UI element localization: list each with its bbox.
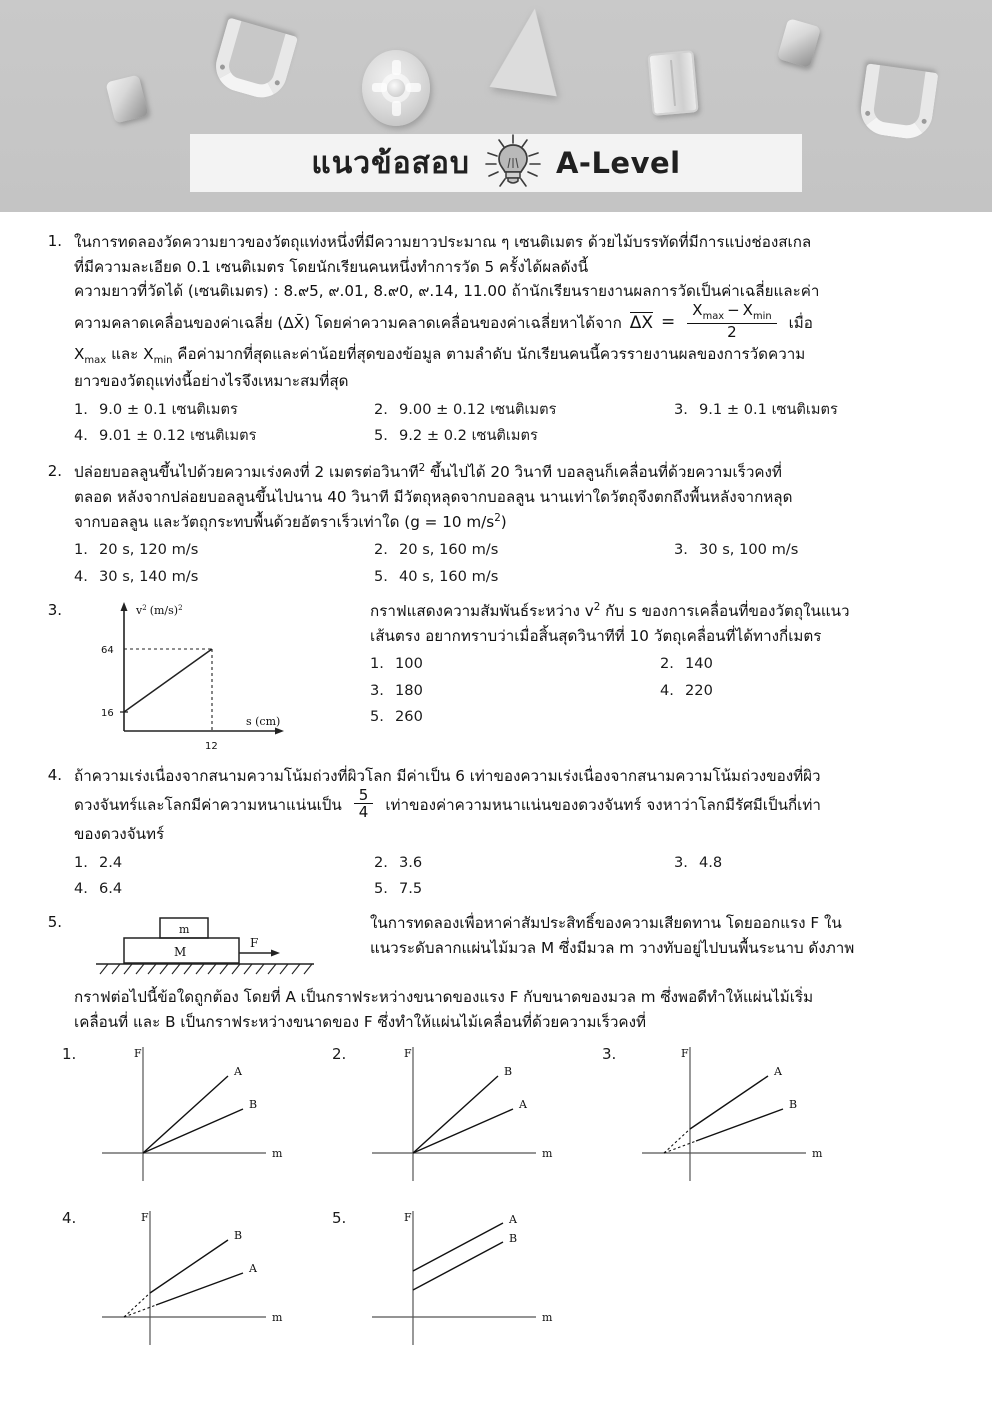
banner-title-plate <box>190 134 802 192</box>
graph-option-3[interactable] <box>602 1041 872 1191</box>
q3-line1-sup: 2 <box>593 601 601 614</box>
svg-text:A: A <box>234 1064 242 1078</box>
option-3-5-label: 260 <box>395 708 423 726</box>
option-4-2-number: 2. <box>374 853 388 871</box>
svg-text:F: F <box>404 1046 412 1060</box>
option-2-3[interactable] <box>674 538 914 561</box>
question-5-text-column <box>370 911 966 960</box>
question-1-options <box>74 398 966 448</box>
svg-text:F: F <box>681 1046 689 1060</box>
question-1-number: 1. <box>47 232 62 250</box>
question-2-options-row-2 <box>74 565 966 588</box>
option-3-2-label: 140 <box>685 655 713 673</box>
svg-text:12: 12 <box>205 741 218 753</box>
graph-option-1-chart <box>88 1041 323 1191</box>
question-5-line-3: กราฟต่อไปนี้ข้อใดถูกต้อง โดยที่ A เป็นกราฟระหว่างขนาดของแรง F กับขนาดของมวล m ซึ่งพอดีทำให้แผ่นไม้เริ่ม <box>74 988 814 1007</box>
question-4-options-row-1 <box>74 851 966 874</box>
question-2-options <box>74 538 966 588</box>
option-2-1[interactable] <box>74 538 374 561</box>
option-3-5[interactable] <box>370 705 660 728</box>
option-2-3-label: 30 s, 100 m/s <box>699 541 799 559</box>
battery-icon <box>647 50 698 116</box>
svg-text:F: F <box>404 1210 412 1224</box>
formula-fraction <box>687 302 776 340</box>
cube-icon <box>777 18 821 68</box>
question-4-options-row-2 <box>74 877 966 900</box>
option-1-1[interactable] <box>74 398 374 421</box>
q2-line1-a: ปล่อยบอลลูนขึ้นไปด้วยความเร่งคงที่ 2 เมตรต่อวินาที <box>74 463 419 482</box>
option-1-3-label: 9.1 ± 0.1 เซนติเมตร <box>699 400 838 418</box>
svg-text:B: B <box>249 1097 258 1111</box>
option-1-1-label: 9.0 ± 0.1 เซนติเมตร <box>99 400 238 418</box>
option-2-5[interactable] <box>374 565 674 588</box>
question-3-options-row-3 <box>370 705 966 728</box>
q4-fraction-numerator: 5 <box>354 787 374 804</box>
svg-text:m: m <box>542 1310 553 1324</box>
question-2 <box>26 460 966 591</box>
option-1-4-number: 4. <box>74 427 88 444</box>
q4-line2-b: เท่าของค่าความหนาแน่นของดวงจันทร์ จงหาว่าโลกมีรัศมีเป็นกี่เท่า <box>385 796 821 815</box>
option-2-2[interactable] <box>374 538 674 561</box>
svg-text:B: B <box>789 1097 798 1111</box>
option-1-4[interactable] <box>74 424 374 447</box>
question-1-line-4-text-a: ความคลาดเคลื่อนของค่าเฉลี่ย (ΔX̄) โดยค่าความคลาดเคลื่อนของค่าเฉลี่ยหาได้จาก <box>74 313 622 332</box>
option-4-3-label: 4.8 <box>699 853 723 871</box>
hatched-ground-icon <box>100 964 312 974</box>
question-3-options-row-2 <box>370 679 966 702</box>
question-5-number: 5. <box>47 913 62 932</box>
block-on-plane-diagram <box>74 911 364 981</box>
option-4-1-number: 1. <box>74 853 88 871</box>
option-3-1-number: 1. <box>370 655 384 673</box>
option-1-2[interactable] <box>374 398 674 421</box>
graph-option-1[interactable] <box>62 1041 332 1191</box>
graph-option-4[interactable] <box>62 1205 332 1355</box>
graph-option-3-chart <box>628 1041 863 1191</box>
svg-text:64: 64 <box>101 645 114 657</box>
svg-text:F: F <box>134 1046 142 1060</box>
option-3-4-number: 4. <box>660 681 674 699</box>
question-4-line-2 <box>74 785 966 822</box>
v2-vs-s-chart <box>74 599 364 759</box>
formula-denominator: 2 <box>727 322 737 341</box>
q3-line1-a: กราฟแสดงความสัมพันธ์ระหว่าง v <box>370 602 594 621</box>
q1-xmin-sub: min <box>153 354 173 366</box>
formula-xmin: X <box>742 300 753 319</box>
option-2-5-label: 40 s, 160 m/s <box>399 567 499 585</box>
option-4-4[interactable] <box>74 877 374 900</box>
force-F-label: F <box>250 936 259 951</box>
q1-xmax-sub: max <box>84 354 107 366</box>
svg-text:B: B <box>234 1228 243 1242</box>
option-1-1-number: 1. <box>74 400 88 418</box>
option-3-3-number: 3. <box>370 681 384 699</box>
graph-option-5-number: 5. <box>332 1208 347 1227</box>
q2-line1-b: ขึ้นไปได้ 20 วินาที บอลลูนก็เคลื่อนที่ด้วยความเร็วคงที่ <box>430 463 782 482</box>
graph-options-row-2 <box>62 1205 966 1355</box>
option-4-1[interactable] <box>74 851 374 874</box>
formula-numerator <box>687 302 776 324</box>
svg-text:m: m <box>272 1310 283 1324</box>
q4-fraction-five-fourths <box>354 787 374 820</box>
q3-line1-b: กับ s ของการเคลื่อนที่ของวัตถุในแนว <box>605 602 850 621</box>
svg-text:m: m <box>812 1146 823 1160</box>
option-2-3-number: 3. <box>674 541 688 559</box>
question-3-number: 3. <box>47 601 62 620</box>
question-1-line-4-text-b: เมื่อ <box>788 313 813 332</box>
option-1-5[interactable] <box>374 424 674 447</box>
question-5-line-2: แนวระดับลากแผ่นไม้มวล M ซึ่งมีมวล m วางทับอยู่ไปบนพื้นระนาบ ดังภาพ <box>370 938 855 957</box>
option-4-5[interactable] <box>374 877 674 900</box>
option-1-3[interactable] <box>674 398 914 421</box>
q1-and-xmin: และ X <box>111 344 154 363</box>
graph-option-5[interactable] <box>332 1205 602 1355</box>
graph-option-1-number: 1. <box>62 1044 77 1063</box>
svg-text:16: 16 <box>101 708 114 720</box>
option-4-4-number: 4. <box>74 880 88 897</box>
question-5-diagram <box>74 911 364 981</box>
graph-option-3-number: 3. <box>602 1044 617 1063</box>
q1-line5-rest: คือค่ามากที่สุดและค่าน้อยที่สุดของข้อมูล ตามลำดับ นักเรียนคนนี้ควรรายงานผลของการวัดความ <box>177 344 806 363</box>
formula-minus: − <box>727 300 740 319</box>
question-3-graph <box>74 599 364 759</box>
option-3-2-number: 2. <box>660 655 674 673</box>
option-4-1-label: 2.4 <box>99 853 123 871</box>
svg-text:m: m <box>272 1146 283 1160</box>
svg-text:m: m <box>542 1146 553 1160</box>
question-3 <box>26 599 966 759</box>
option-1-2-number: 2. <box>374 400 388 418</box>
graph-option-4-chart <box>88 1205 323 1355</box>
question-1-line-6: ยาวของวัตถุแท่งนี้อย่างไรจึงเหมาะสมที่สุด <box>74 372 349 391</box>
question-4 <box>26 764 966 903</box>
question-4-line-3: ของดวงจันทร์ <box>74 825 165 844</box>
question-4-options <box>74 851 966 901</box>
question-1-line-5 <box>74 342 966 369</box>
option-3-3-label: 180 <box>395 681 423 699</box>
svg-text:v2(m/s)2: $v^2$ $(m/s)^2$ <box>136 604 183 618</box>
option-2-5-number: 5. <box>374 567 388 585</box>
question-5 <box>26 911 966 1034</box>
lightbulb-icon <box>480 134 546 192</box>
svg-text:B: B <box>504 1064 513 1078</box>
question-5-line-4: เคลื่อนที่ และ B เป็นกราฟระหว่างขนาดของ F ซึ่งทำให้แผ่นไม้เคลื่อนที่ด้วยความเร็วคงที่ <box>74 1012 647 1031</box>
question-5-graph-options <box>62 1041 966 1355</box>
question-2-line-1 <box>74 460 966 485</box>
formula-delta-xbar <box>629 300 781 342</box>
option-4-2-label: 3.6 <box>399 853 423 871</box>
question-1-line-1: ในการทดลองวัดความยาวของวัตถุแท่งหนึ่งที่มีความยาวประมาณ ๆ เซนติเมตร ด้วยไม้บรรทัดที่มีการแบ่งช่องสเกล <box>74 233 812 251</box>
formula-lhs: ΔX <box>629 313 654 334</box>
option-1-4-label: 9.01 ± 0.12 เซนติเมตร <box>99 427 257 444</box>
q2-line3-b: ) <box>500 512 507 531</box>
option-1-2-label: 9.00 ± 0.12 เซนติเมตร <box>399 400 557 418</box>
horseshoe-magnet-icon <box>858 63 939 141</box>
option-2-1-label: 20 s, 120 m/s <box>99 541 199 559</box>
question-3-options <box>370 652 966 728</box>
option-3-3[interactable] <box>370 679 660 702</box>
option-1-5-label: 9.2 ± 0.2 เซนติเมตร <box>399 427 538 444</box>
option-1-5-number: 5. <box>374 427 388 444</box>
option-2-2-label: 20 s, 160 m/s <box>399 541 499 559</box>
question-2-options-row-1 <box>74 538 966 561</box>
q4-line2-a: ดวงจันทร์และโลกมีค่าความหนาแน่นเป็น <box>74 796 342 815</box>
question-2-line-2: ตลอด หลังจากปล่อยบอลลูนขึ้นไปนาน 40 วินาที มีวัตถุหลุดจากบอลลูน นานเท่าใดวัตถุจึงตกถึงพื้นหลังจากหลุด <box>74 488 793 507</box>
block-m-label: m <box>179 923 190 937</box>
block-M-label: M <box>174 945 187 960</box>
option-3-1[interactable] <box>370 652 660 675</box>
option-3-2[interactable] <box>660 652 950 675</box>
question-1-options-row-1 <box>74 398 966 421</box>
exam-sheet <box>0 212 992 1355</box>
option-2-4[interactable] <box>74 565 374 588</box>
svg-text:A: A <box>774 1064 782 1078</box>
option-4-5-number: 5. <box>374 880 388 897</box>
option-4-3-number: 3. <box>674 853 688 871</box>
option-4-3[interactable] <box>674 851 914 874</box>
banner-title-english: A-Level <box>555 146 681 180</box>
option-1-3-number: 3. <box>674 400 688 418</box>
graph-option-2[interactable] <box>332 1041 602 1191</box>
question-3-options-row-1 <box>370 652 966 675</box>
option-4-5-label: 7.5 <box>399 880 423 897</box>
question-2-line-3 <box>74 510 966 535</box>
question-1-options-row-2 <box>74 424 966 447</box>
option-4-4-label: 6.4 <box>99 880 123 897</box>
question-1-line-2: ที่มีความละเอียด 0.1 เซนติเมตร โดยนักเรียนคนหนึ่งทำการวัด 5 ครั้งได้ผลดังนี้ <box>74 257 589 276</box>
option-4-2[interactable] <box>374 851 674 874</box>
question-4-number: 4. <box>47 766 62 785</box>
question-1 <box>26 230 966 450</box>
q1-xmax: X <box>74 344 85 363</box>
option-2-4-label: 30 s, 140 m/s <box>99 567 199 585</box>
option-3-5-number: 5. <box>370 708 384 726</box>
formula-equals: = <box>661 312 676 333</box>
q2-line1-sup: 2 <box>418 462 426 475</box>
option-3-4-label: 220 <box>685 681 713 699</box>
option-2-1-number: 1. <box>74 541 88 559</box>
question-5-line-1: ในการทดลองเพื่อหาค่าสัมประสิทธิ์ของความเสียดทาน โดยออกแรง F ใน <box>370 914 842 933</box>
formula-xmax: X <box>692 300 703 319</box>
question-1-line-3: ความยาวที่วัดได้ (เซนติเมตร) : 8.๙5, ๙.01, 8.๙0, ๙.14, 11.00 ถ้านักเรียนรายงานผลการวัดเป็นค่าเฉลี่ยและค่า <box>74 282 820 301</box>
question-1-line-4 <box>74 300 966 342</box>
graph-option-4-number: 4. <box>62 1208 77 1227</box>
graph-option-2-number: 2. <box>332 1044 347 1063</box>
q4-fraction-denominator: 4 <box>358 802 369 821</box>
svg-text:s (cm): s (cm) <box>246 715 281 729</box>
graph-option-2-chart <box>358 1041 593 1191</box>
option-3-1-label: 100 <box>395 655 423 673</box>
svg-text:A: A <box>519 1097 527 1111</box>
graph-options-row-1 <box>62 1041 966 1191</box>
option-2-4-number: 4. <box>74 567 88 585</box>
question-3-line-2: เส้นตรง อยากทราบว่าเมื่อสิ้นสุดวินาทีที่ 10 วัตถุเคลื่อนที่ได้ทางกี่เมตร <box>370 626 822 645</box>
page-header-banner <box>0 0 992 212</box>
q2-line3-sup: 2 <box>494 511 501 524</box>
formula-xmax-sub: max <box>702 310 725 322</box>
gear-wheel-icon <box>362 50 430 126</box>
graph-option-5-chart <box>358 1205 593 1355</box>
option-3-4[interactable] <box>660 679 950 702</box>
cube-icon <box>105 75 148 124</box>
option-2-2-number: 2. <box>374 541 388 559</box>
question-4-line-1: ถ้าความเร่งเนื่องจากสนามความโน้มถ่วงที่ผิวโลก มีค่าเป็น 6 เท่าของความเร่งเนื่องจากสนามความโน้มถ่วงของที่ผิว <box>74 767 821 786</box>
gear-wheel-spokes <box>362 50 430 126</box>
banner-title-thai: แนวข้อสอบ <box>311 145 470 181</box>
question-2-number: 2. <box>47 462 62 481</box>
horseshoe-magnet-icon <box>210 17 298 103</box>
formula-xmin-sub: min <box>752 310 772 322</box>
svg-text:A: A <box>249 1261 257 1275</box>
question-3-text-column <box>370 599 966 731</box>
svg-text:A: A <box>509 1212 517 1226</box>
q2-line3-a: จากบอลลูน และวัตถุกระทบพื้นด้วยอัตราเร็วเท่าใด (g = 10 m/s <box>74 512 495 531</box>
svg-text:F: F <box>141 1210 149 1224</box>
svg-text:B: B <box>509 1231 518 1245</box>
pyramid-icon <box>489 4 568 97</box>
question-3-line-1 <box>370 599 966 624</box>
